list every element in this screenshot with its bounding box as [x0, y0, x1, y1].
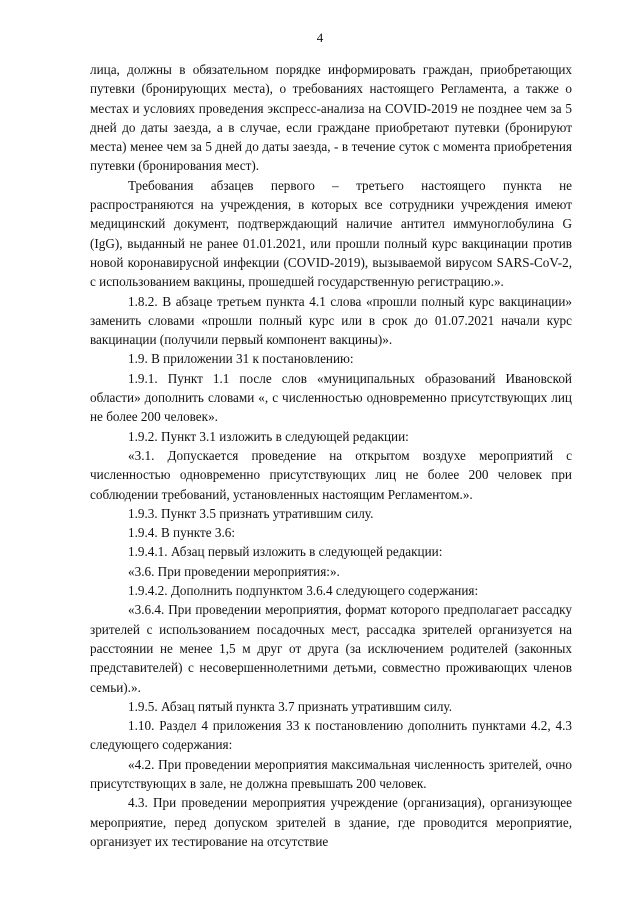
paragraph: лица, должны в обязательном порядке информировать граждан, приобретающих путевки (бронирующих места), о требованиях настоящего Регламента, а также о местах и условиях проведения экспресс-анализа на COVID-2019 не позднее чем за 5 дней до даты заезда, а в случае, если граждане приобретают путевки (бронируют места) менее чем за 5 дней до даты заезда, - в течение суток с момента приобретения путевки (бронирования мест).	[90, 62, 572, 174]
paragraph: 1.9.5. Абзац пятый пункта 3.7 признать утратившим силу.	[128, 698, 452, 714]
paragraph: 1.9.3. Пункт 3.5 признать утратившим силу.	[128, 505, 374, 521]
paragraph: «3.1. Допускается проведение на открытом воздухе мероприятий с численностью одновременно присутствующих лиц не более 200 человек при соблюдении требований, установленных настоящим Регламентом.».	[90, 447, 572, 502]
paragraph: 1.8.2. В абзаце третьем пункта 4.1 слова «прошли полный курс вакцинации» заменить словами «прошли полный курс или в срок до 01.07.2021 начали курс вакцинации (получили первый компонент вакцины)».	[90, 293, 572, 348]
paragraph: 1.9.1. Пункт 1.1 после слов «муниципальных образований Ивановской области» дополнить словами «, с численностью одновременно присутствующих лиц не более 200 человек».	[90, 370, 572, 425]
paragraph: 1.9.4.1. Абзац первый изложить в следующей редакции:	[128, 544, 443, 560]
page-number: 4	[316, 30, 324, 45]
document-body	[90, 60, 572, 851]
paragraph: «3.6. При проведении мероприятия:».	[128, 563, 340, 579]
paragraph: 1.9.2. Пункт 3.1 изложить в следующей редакции:	[128, 428, 409, 444]
paragraph: 4.3. При проведении мероприятия учреждение (организация), организующее мероприятие, перед допуском зрителей в здание, где проводится мероприятие, организует их тестирование на отсутствие	[90, 795, 572, 849]
paragraph: Требования абзацев первого – третьего настоящего пункта не распространяются на учреждения, в которых все сотрудники учреждения имеют медицинский документ, подтверждающий наличие антител иммуноглобулина G (IgG), выданный не ранее 01.01.2021, или прошли полный курс вакцинации против новой коронавирусной инфекции (COVID-2019), вызываемой вирусом SARS-CoV-2, с использованием вакцины, прошедшей государственную регистрацию.».	[90, 177, 572, 290]
paragraph: 1.9.4.2. Дополнить подпунктом 3.6.4 следующего содержания:	[128, 583, 479, 599]
paragraph: 1.9. В приложении 31 к постановлению:	[128, 351, 354, 367]
paragraph: 1.10. Раздел 4 приложения 33 к постановлению дополнить пунктами 4.2, 4.3 следующего содержания:	[90, 718, 572, 753]
paragraph: 1.9.4. В пункте 3.6:	[128, 525, 236, 541]
paragraph: «3.6.4. При проведении мероприятия, формат которого предполагает рассадку зрителей с использованием посадочных мест, рассадка зрителей организуется на расстоянии не менее 1,5 м друг от друга (за исключением родителей (законных представителей) с несовершеннолетними детьми, совместно проживающих членов семьи).».	[90, 602, 572, 695]
paragraph: «4.2. При проведении мероприятия максимальная численность зрителей, очно присутствующих в зале, не должна превышать 200 человек.	[90, 756, 572, 791]
